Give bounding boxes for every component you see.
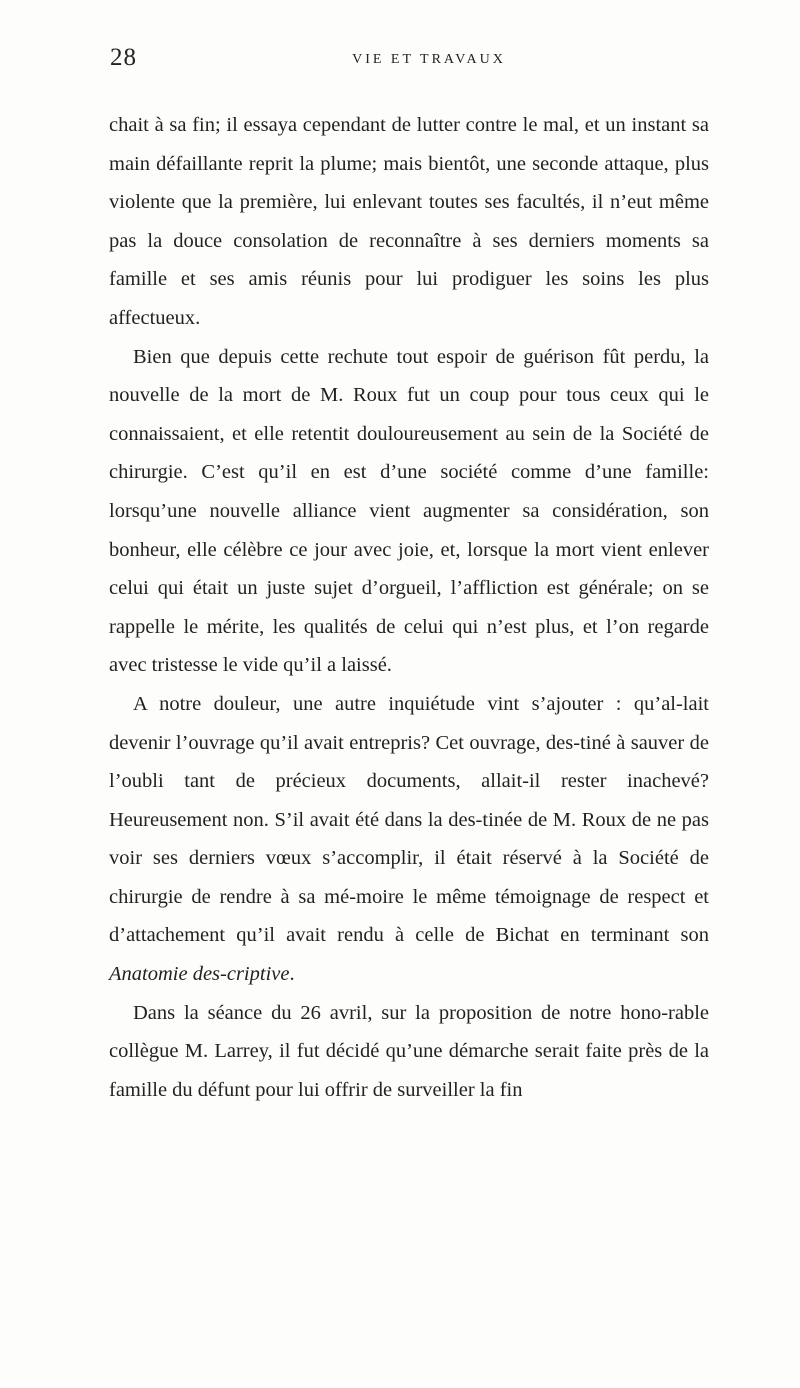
page-number: 28: [110, 44, 137, 71]
paragraph-3: [109, 685, 709, 994]
running-head: VIE ET TRAVAUX: [352, 52, 506, 67]
paragraph-4-text: Dans la séance du 26 avril, sur la proposition de notre hono-rable collègue M. Larrey, il fut décidé qu’une démarche serait faite près de la famille du défunt pour lui offrir de surveiller la fin: [109, 1001, 709, 1101]
paragraph-2-text: Bien que depuis cette rechute tout espoir de guérison fût perdu, la nouvelle de la mort de M. Roux fut un coup pour tous ceux qui le connaissaient, et elle retentit douloureusement au sein de la Société de chirurgie. C’est qu’il en est d’une société comme d’une famille: lorsqu’une nouvelle alliance vient augmenter sa considération, son bonheur, elle célèbre ce jour avec joie, et, lorsque la mort vient enlever celui qui était un juste sujet d’orgueil, l’affliction est générale; on se rappelle le mérite, les qualités de celui qui n’est plus, et l’on regarde avec tristesse le vide qu’il a laissé.: [109, 345, 709, 677]
page-header: [110, 40, 708, 80]
paragraph-1-text: chait à sa fin; il essaya cependant de lutter contre le mal, et un instant sa main défaillante reprit la plume; mais bientôt, une seconde attaque, plus violente que la première, lui enlevant toutes ses facultés, il n’eut même pas la douce consolation de reconnaître à ses derniers moments sa famille et ses amis réunis pour lui prodiguer les soins les plus affectueux.: [109, 114, 709, 329]
paragraph-3-end: .: [289, 963, 295, 986]
paragraph-1: [109, 106, 709, 338]
paragraph-2: [109, 338, 709, 685]
body-text: [109, 106, 709, 1109]
paragraph-3-text: A notre douleur, une autre inquiétude vint s’ajouter : qu’al-lait devenir l’ouvrage qu’il avait entrepris? Cet ouvrage, des-tiné à sauver de l’oubli tant de précieux documents, allait-il rester inachevé? Heureusement non. S’il avait été dans la des-tinée de M. Roux de ne pas voir ses derniers vœux s’accomplir, il était réservé à la Société de chirurgie de rendre à sa mé-moire le même témoignage de respect et d’attachement qu’il avait rendu à celle de Bichat en terminant son: [109, 692, 709, 947]
paragraph-4: [109, 994, 709, 1110]
book-title-italic: Anatomie des-criptive: [109, 963, 290, 986]
